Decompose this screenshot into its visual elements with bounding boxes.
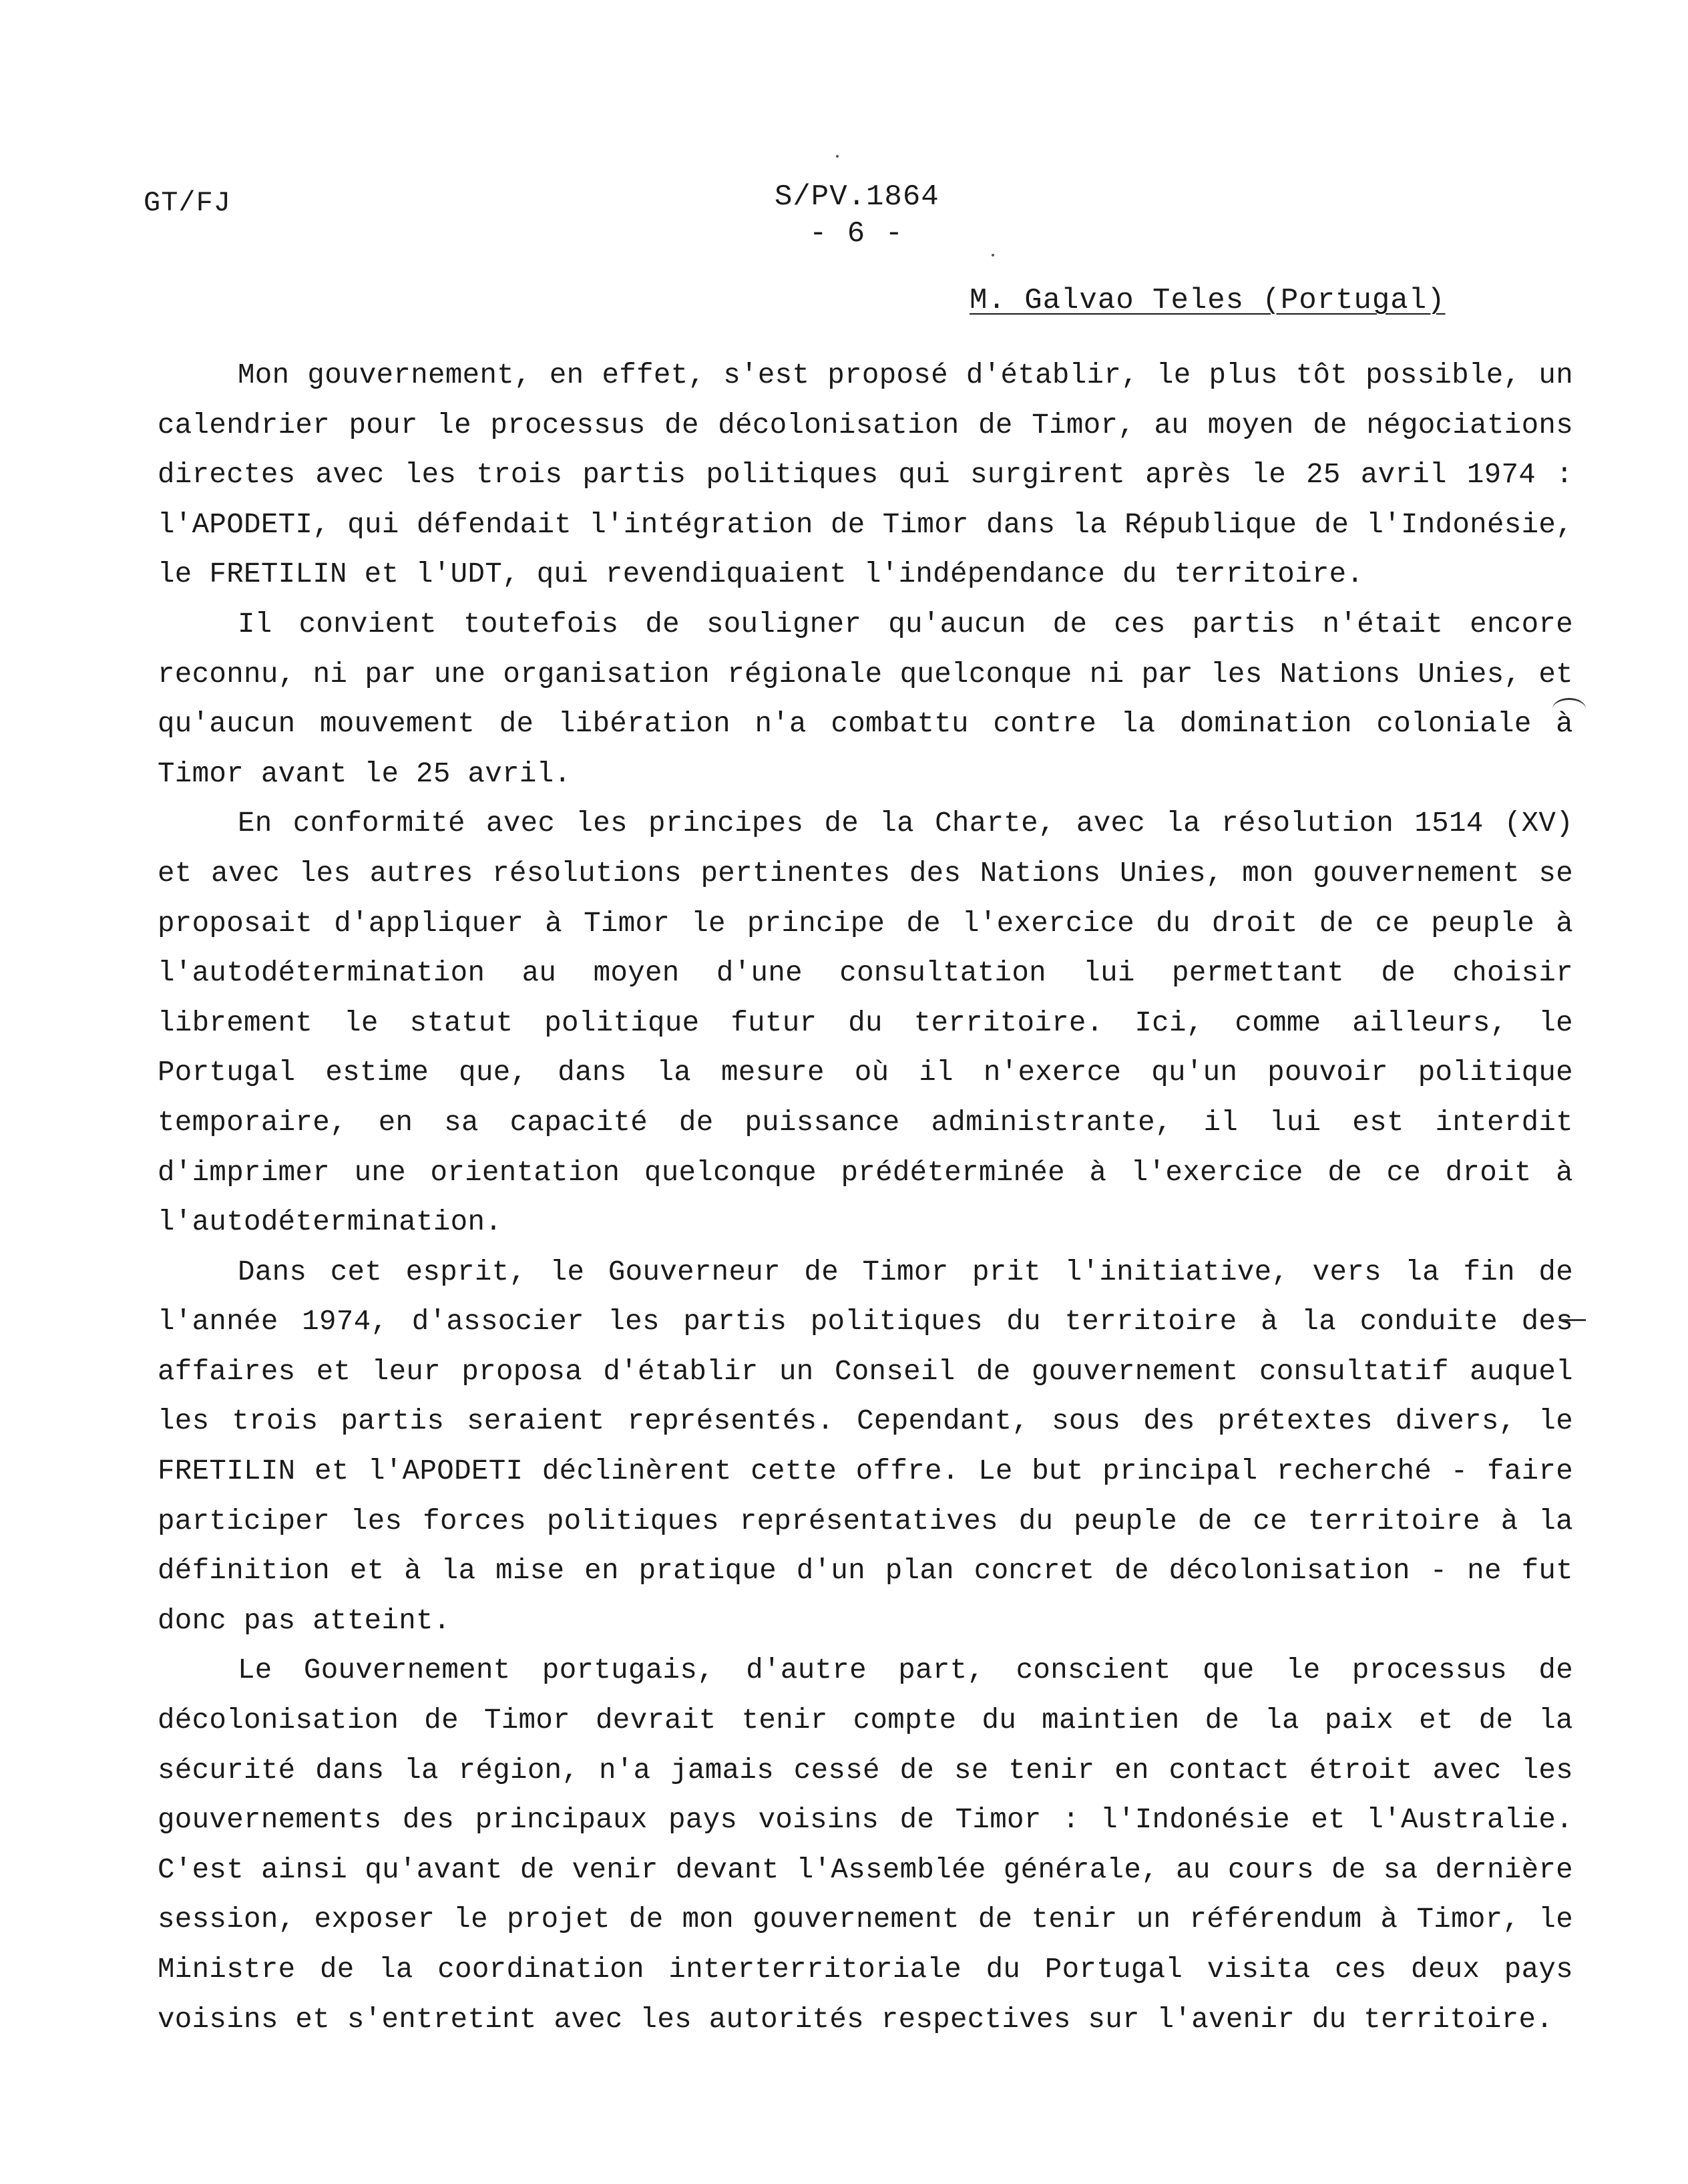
paragraph: En conformité avec les principes de la Charte, avec la résolution 1514 (XV) et avec les autres résolutions pertinentes des Nations Unies, mon gouvernement se proposait d'appliquer à Timor le principe de l'exercice du droit de ce peuple à l'autodétermination au moyen d'une consultation lui permettant de choisir librement le statut politique futur du territoire. Ici, comme ailleurs, le Portugal estime que, dans la mesure où il n'exerce qu'un pouvoir politique temporaire, en sa capacité de puissance administrante, il lui est interdit d'imprimer une orientation quelconque prédéterminée à l'exercice de ce droit à l'autodétermination.: [158, 807, 1573, 1239]
reference-code: GT/FJ: [144, 187, 232, 219]
document-symbol: S/PV.1864: [775, 180, 939, 214]
margin-mark: [1559, 1319, 1586, 1322]
paragraph: Le Gouvernement portugais, d'autre part, conscient que le processus de décolonisation de Timor devrait tenir compte du maintien de la paix et de la sécurité dans la région, n'a jamais cessé de se tenir en contact étroit avec les gouvernements des principaux pays voisins de Timor : l'Indonésie et l'Australie. C'est ainsi qu'avant de venir devant l'Assemblée générale, au cours de sa dernière session, exposer le projet de mon gouvernement de tenir un référendum à Timor, le Ministre de la coordination interterritoriale du Portugal visita ces deux pays voisins et s'entretint avec les autorités respectives sur l'avenir du territoire.: [158, 1654, 1573, 2036]
paragraph: Mon gouvernement, en effet, s'est proposé d'établir, le plus tôt possible, un calendrier pour le processus de décolonisation de Timor, au moyen de négociations directes avec les trois partis politiques qui surgirent après le 25 avril 1974 : l'APODETI, qui défendait l'intégration de Timor dans la République de l'Indonésie, le FRETILIN et l'UDT, qui revendiquaient l'indépendance du territoire.: [158, 359, 1573, 591]
page-number: - 6 -: [809, 217, 905, 250]
scan-speck: [836, 155, 839, 158]
speaker-heading: M. Galvao Teles (Portugal): [970, 284, 1446, 317]
margin-mark: [1552, 698, 1586, 720]
scan-speck: [992, 254, 994, 256]
document-body: [158, 351, 1573, 2044]
paragraph: Dans cet esprit, le Gouverneur de Timor prit l'initiative, vers la fin de l'année 1974, d'associer les partis politiques du territoire à la conduite des affaires et leur proposa d'établir un Conseil de gouvernement consultatif auquel les trois partis seraient représentés. Cependant, sous des prétextes divers, le FRETILIN et l'APODETI déclinèrent cette offre. Le but principal recherché - faire participer les forces politiques représentatives du peuple de ce territoire à la définition et à la mise en pratique d'un plan concret de décolonisation - ne fut donc pas atteint.: [158, 1256, 1573, 1637]
paragraph: Il convient toutefois de souligner qu'aucun de ces partis n'était encore reconnu, ni par une organisation régionale quelconque ni par les Nations Unies, et qu'aucun mouvement de libération n'a combattu contre la domination coloniale à Timor avant le 25 avril.: [158, 608, 1573, 790]
